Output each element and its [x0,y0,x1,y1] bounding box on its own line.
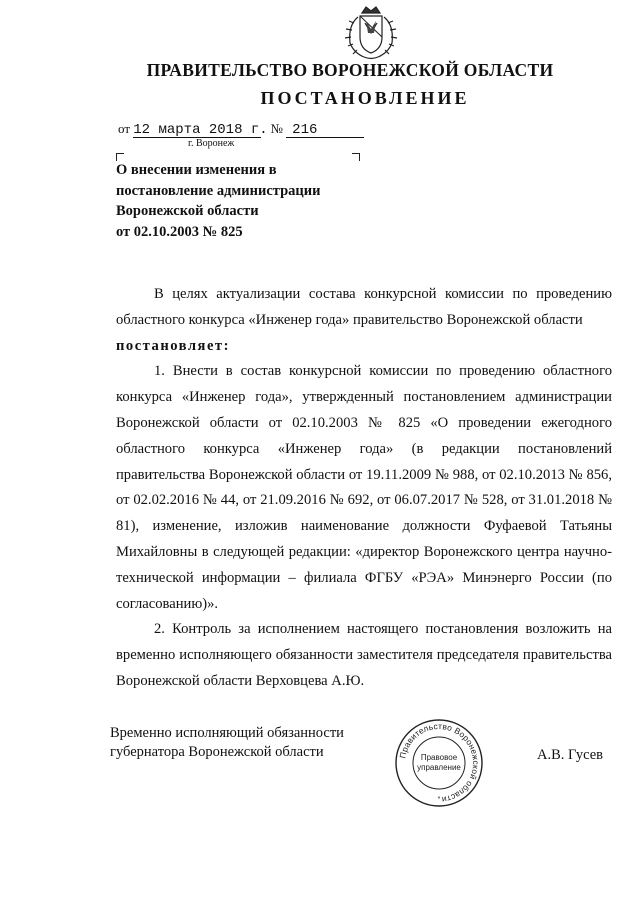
stamp-center-line: Правовое [420,753,458,762]
item-2-paragraph: 2. Контроль за исполнением настоящего постановления возложить на временно исполняющего обязанности заместителя председателя правительства Воронежской области Верховцева А.Ю. [116,621,612,689]
resolves-word: постановляет: [116,337,230,354]
resolves-paragraph [116,334,612,360]
government-title: ПРАВИТЕЛЬСТВО ВОРОНЕЖСКОЙ ОБЛАСТИ [146,60,554,80]
document-body [116,282,612,695]
signatory-role-line: Временно исполняющий обязанности [110,725,344,741]
subject-line: О внесении изменения в [116,162,277,178]
coat-of-arms-icon [340,3,402,61]
legal-department-stamp [394,718,484,808]
subject-line: постановление администрации [116,182,321,199]
document-subject [116,160,376,242]
document-date: 12 марта 2018 г. [133,122,268,138]
city-name: г. Воронеж [188,138,235,149]
svg-text:*: * [437,796,441,803]
date-line [118,121,364,138]
preamble-paragraph: В целях актуализации состава конкурсной комиссии по проведению областного конкурса «Инженер года» правительство Воронежской области [116,286,612,328]
subject-line: Воронежской области [116,203,259,219]
signatory-role-line: губернатора Воронежской области [110,744,324,760]
document-number: 216 [286,124,364,138]
signatory-name: А.В. Гусев [537,747,603,763]
subject-line: от 02.10.2003 № 825 [116,223,243,240]
stamp-center-line: управление [417,763,461,772]
stamp-ring-text: Правительство Воронежской области [397,720,482,805]
number-label: № [270,121,283,136]
signatory-role [110,724,344,762]
item-1-paragraph: 1. Внести в состав конкурсной комиссии по проведению областного конкурса «Инженер года», утвержденный постановлением администрации Воронежской области от 02.10.2003 № 825 «О проведении ежегодного областного конкурса «Инженер года» (в редакции постановлений правительства Воронежской области от 19.11.2009 № 988, от 02.10.2013 № 856, от 02.02.2016 № 44, от 21.09.2016 № 692, от 06.07.2017 № 528, от 31.01.2018 № 81), изменение, изложив наименование должности Фуфаевой Татьяны Михайловны в следующей редакции: «директор Воронежского центра научно-технической информации – филиала ФГБУ «РЭА» Минэнерго России (по согласованию)». [116,363,612,612]
date-from-label: от [118,121,131,136]
document-type: ПОСТАНОВЛЕНИЕ [260,88,470,108]
